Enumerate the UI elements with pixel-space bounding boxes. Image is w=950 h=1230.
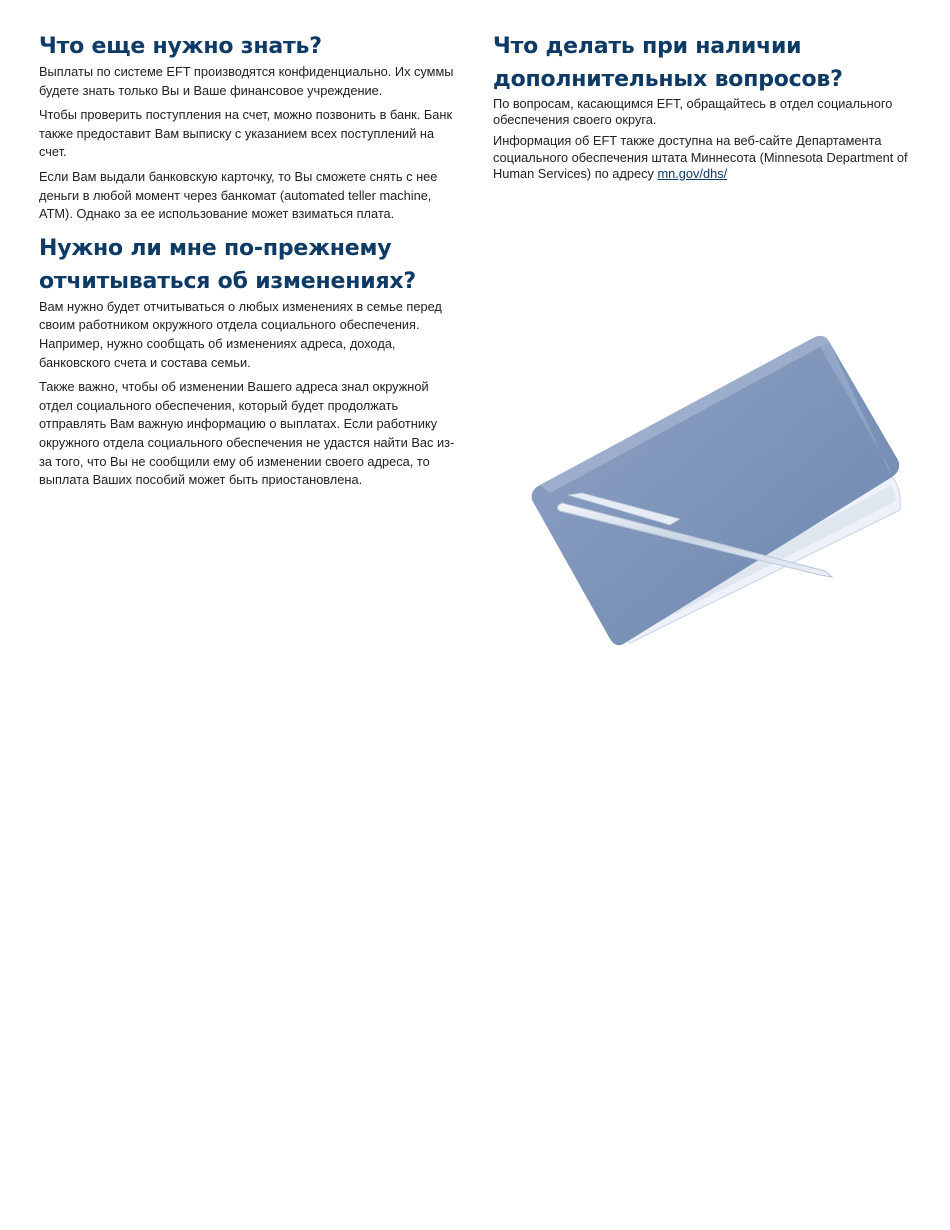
section-title-questions: Что делать при наличии дополнительных вопросов? <box>493 34 843 92</box>
checkbook-pen-illustration <box>520 325 920 665</box>
checkbook-icon <box>532 336 901 645</box>
paragraph-text: Информация об EFT также доступна на веб-сайте Департамента социального обеспечения штата Миннесота (Minnesota Department of Human Services) по адресу <box>493 133 908 181</box>
paragraph: Вам нужно будет отчитываться о любых изменениях в семье перед своим работником окружного отдела социального обеспечения. Например, нужно сообщать об изменениях адреса, дохода, банковского счета и состава семьи. <box>39 298 442 370</box>
paragraph: Выплаты по системе EFT производятся конфиденциально. Их суммы будете знать только Вы и Ваше финансовое учреждение. <box>39 64 454 98</box>
paragraph: Чтобы проверить поступления на счет, можно позвонить в банк. Банк также предоставит Вам выписку с указанием всех поступлений на счет. <box>39 107 453 160</box>
paragraph <box>493 133 918 182</box>
paragraph: Также важно, чтобы об изменении Вашего адреса знал окружной отдел социального обеспечения, который будет продолжать отправлять Вам важную информацию о выплатах. Если работнику окружного отдела социального обеспечения не удастся найти Вас из-за того, что Вы не сообщили ему об изменении своего адреса, то выплата Ваших пособий может быть приостановлена. <box>39 379 455 488</box>
paragraph: Если Вам выдали банковскую карточку, то Вы сможете снять с нее деньги в любой момент через банкомат (automated teller machine, ATM). Однако за ее использование может взиматься плата. <box>39 168 438 222</box>
section-title-report-changes: Нужно ли мне по-прежнему отчитываться об изменениях? <box>39 235 416 294</box>
section-title-what-else: Что еще нужно знать? <box>39 34 322 59</box>
dhs-website-link[interactable]: mn.gov/dhs/ <box>657 165 728 181</box>
paragraph: По вопросам, касающимся EFT, обращайтесь в отдел социального обеспечения своего округа. <box>493 96 893 128</box>
left-column <box>39 30 459 490</box>
right-column <box>493 30 918 182</box>
